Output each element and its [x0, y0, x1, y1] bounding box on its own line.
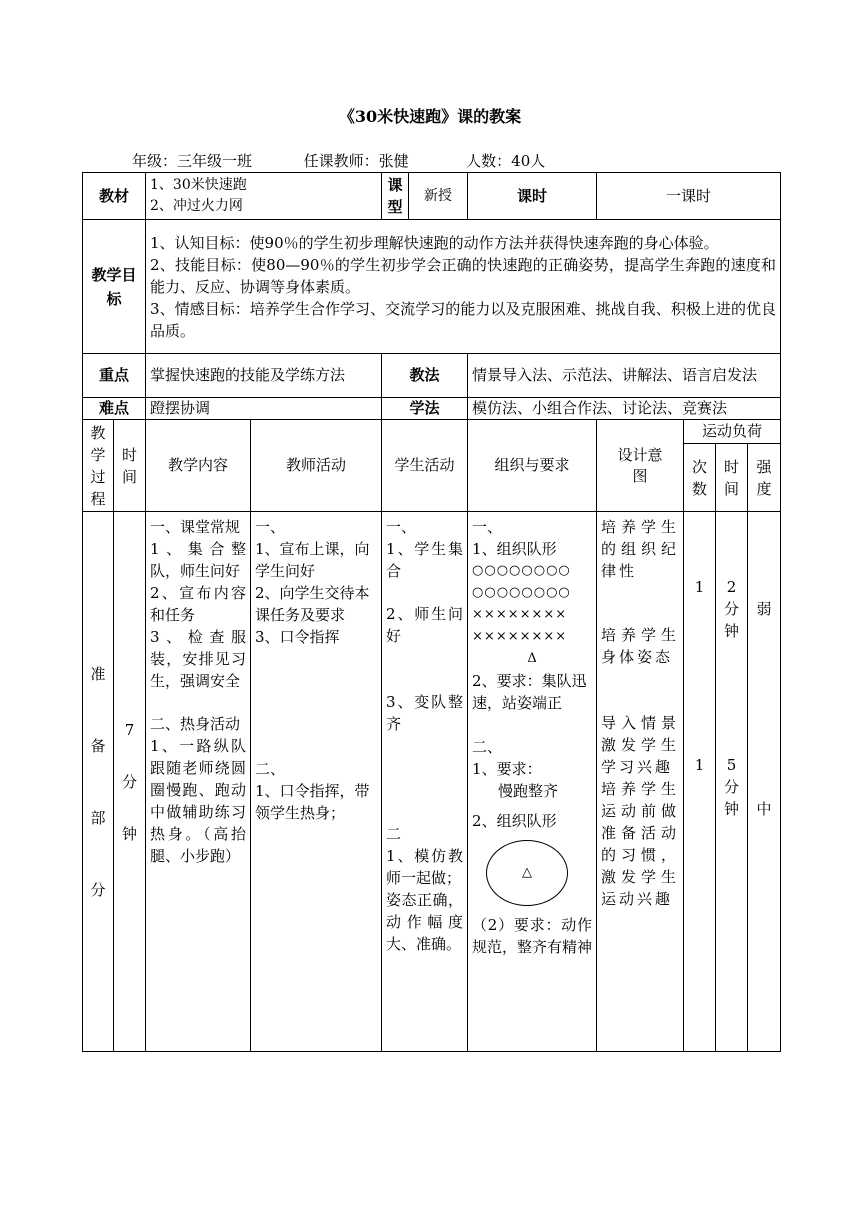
prep-load-intensity: [748, 512, 781, 1052]
goals-content: [146, 220, 781, 354]
lesson-plan-table: [82, 172, 781, 1052]
header-times: 次数: [684, 444, 716, 512]
count-info: 人数：40人: [466, 152, 546, 170]
goals-label: 教学目标: [83, 220, 146, 354]
key-point-label: 重点: [83, 354, 146, 398]
content-line: 一、课堂常规: [150, 518, 241, 536]
material-content: [146, 173, 382, 220]
org-line: 2、组织队形: [472, 812, 557, 830]
content-line: 二、热身活动: [150, 715, 241, 733]
prep-time-value: 7: [124, 720, 135, 739]
material-item: 2、冲过火力网: [150, 198, 243, 214]
hours-value: 一课时: [597, 173, 781, 220]
load-times-b: 1: [694, 756, 705, 774]
header-time: 时间: [114, 420, 146, 512]
formation-row: ○○○○○○○○: [472, 563, 571, 578]
design-line: 导入情景激发学生学习兴趣: [601, 714, 680, 776]
teacher-info: 任课教师：张健: [303, 152, 409, 170]
prep-time-unit: 分: [122, 772, 138, 791]
learning-method-value: 模仿法、小组合作法、讨论法、竞赛法: [468, 398, 781, 420]
teaching-method-label: 教法: [382, 354, 468, 398]
teacher-line: 2、向学生交待本课任务及要求: [255, 584, 370, 624]
teaching-method-value: 情景导入法、示范法、讲解法、语言启发法: [468, 354, 781, 398]
teacher-line: 1、口令指挥，带领学生热身；: [255, 782, 370, 822]
content-line: 1、一路纵队跟随老师绕圆圈慢跑、跑动中做辅助练习热身。（高抬腿、小步跑）: [150, 737, 247, 865]
header-student: 学生活动: [382, 420, 468, 512]
difficulty-label: 难点: [83, 398, 146, 420]
prep-teacher: [251, 512, 382, 1052]
student-line: 一、: [386, 518, 417, 536]
lesson-type-value: 新授: [424, 187, 453, 204]
header-organization: 组织与要求: [468, 420, 597, 512]
teacher-position-icon: Δ: [527, 651, 537, 666]
student-line: 1、模仿教师一起做；: [386, 847, 464, 887]
load-duration-a-unit: 钟: [724, 622, 740, 640]
goal-cognitive: 1、认知目标：使90％的学生初步理解快速跑的动作方法并获得快速奔跑的身心体验。: [150, 233, 719, 252]
lesson-type-cell: [382, 173, 468, 220]
load-intensity-b: 中: [756, 800, 772, 818]
formation-row: ××××××××: [472, 629, 568, 644]
learning-method-label: 学法: [382, 398, 468, 420]
load-intensity-a: 弱: [756, 600, 772, 618]
student-line: 2、师生问好: [386, 605, 464, 645]
teacher-line: 二、: [255, 760, 286, 778]
load-duration-a-unit: 分: [724, 600, 740, 618]
load-times-a: 1: [694, 578, 705, 596]
student-line: 3、变队整齐: [386, 693, 464, 733]
load-duration-b-unit: 钟: [724, 800, 740, 818]
material-item: 1、30米快速跑: [150, 177, 247, 193]
triangle-icon: △: [522, 865, 533, 880]
header-teacher: 教师活动: [251, 420, 382, 512]
circle-formation-diagram: [486, 840, 568, 906]
content-line: 3、检查服装，安排见习生，强调安全: [150, 628, 247, 690]
goal-skill: 2、技能目标：使80—90％的学生初步学会正确的快速跑的正确姿势，提高学生奔跑的速度和能力、反应、协调等身体素质。: [150, 255, 777, 296]
prep-time: [114, 512, 146, 1052]
content-line: 1、集合整队，师生问好: [150, 540, 247, 580]
load-duration-b-unit: 分: [724, 778, 740, 796]
header-intensity: 强度: [748, 444, 781, 512]
hours-label: 课时: [468, 173, 597, 220]
design-line: 培养学生的组织纪律性: [601, 518, 680, 580]
material-label: 教材: [83, 173, 146, 220]
prep-student: [382, 512, 468, 1052]
prep-design: [597, 512, 684, 1052]
key-point-value: 掌握快速跑的技能及学练方法: [146, 354, 382, 398]
prep-section-label: 准备部分: [83, 512, 114, 1052]
teacher-line: 1、宣布上课，向学生问好: [255, 540, 370, 580]
student-line: 1、学生集合: [386, 540, 464, 580]
page-title: 《30米快速跑》课的教案: [338, 107, 522, 126]
org-line: 1、要求：: [472, 760, 542, 778]
grade-info: 年级：三年级一班: [132, 152, 253, 170]
design-line: 培养学生身体姿态: [601, 626, 680, 666]
prep-load-duration: [716, 512, 748, 1052]
org-line: 二、: [472, 738, 503, 756]
header-load: 运动负荷: [684, 420, 781, 444]
header-content: 教学内容: [146, 420, 251, 512]
prep-content: [146, 512, 251, 1052]
header-duration: 时间: [716, 444, 748, 512]
teacher-line: 3、口令指挥: [255, 628, 340, 646]
goal-affective: 3、情感目标：培养学生合作学习、交流学习的能力以及克服困难、挑战自我、积极上进的优良品质。: [150, 299, 777, 340]
org-line: 慢跑整齐: [498, 782, 559, 800]
org-line: （2）要求：动作规范，整齐有精神: [472, 916, 593, 956]
difficulty-value: 蹬摆协调: [146, 398, 382, 420]
header-process: 教学过程: [83, 420, 114, 512]
prep-time-unit: 钟: [122, 824, 138, 843]
prep-organization: [468, 512, 597, 1052]
content-line: 2、宣布内容和任务: [150, 584, 247, 624]
org-line: 1、组织队形: [472, 540, 557, 558]
org-line: 一、: [472, 518, 503, 536]
load-duration-b: 5: [726, 756, 737, 774]
design-line: 培养学生运动前做准备活动的习惯，激发学生运动兴趣: [601, 780, 680, 908]
org-line: 2、要求：集队迅速，站姿端正: [472, 672, 587, 712]
header-design: 设计意图: [597, 420, 684, 512]
student-line: 姿态正确，动作幅度大、准确。: [386, 891, 464, 953]
teacher-line: 一、: [255, 518, 286, 536]
formation-row: ○○○○○○○○: [472, 585, 571, 600]
lesson-type-label: 课型: [382, 173, 409, 219]
load-duration-a: 2: [726, 578, 737, 596]
lesson-info: [132, 150, 545, 171]
formation-row: ××××××××: [472, 607, 568, 622]
prep-load-times: [684, 512, 716, 1052]
student-line: 二: [386, 825, 402, 843]
